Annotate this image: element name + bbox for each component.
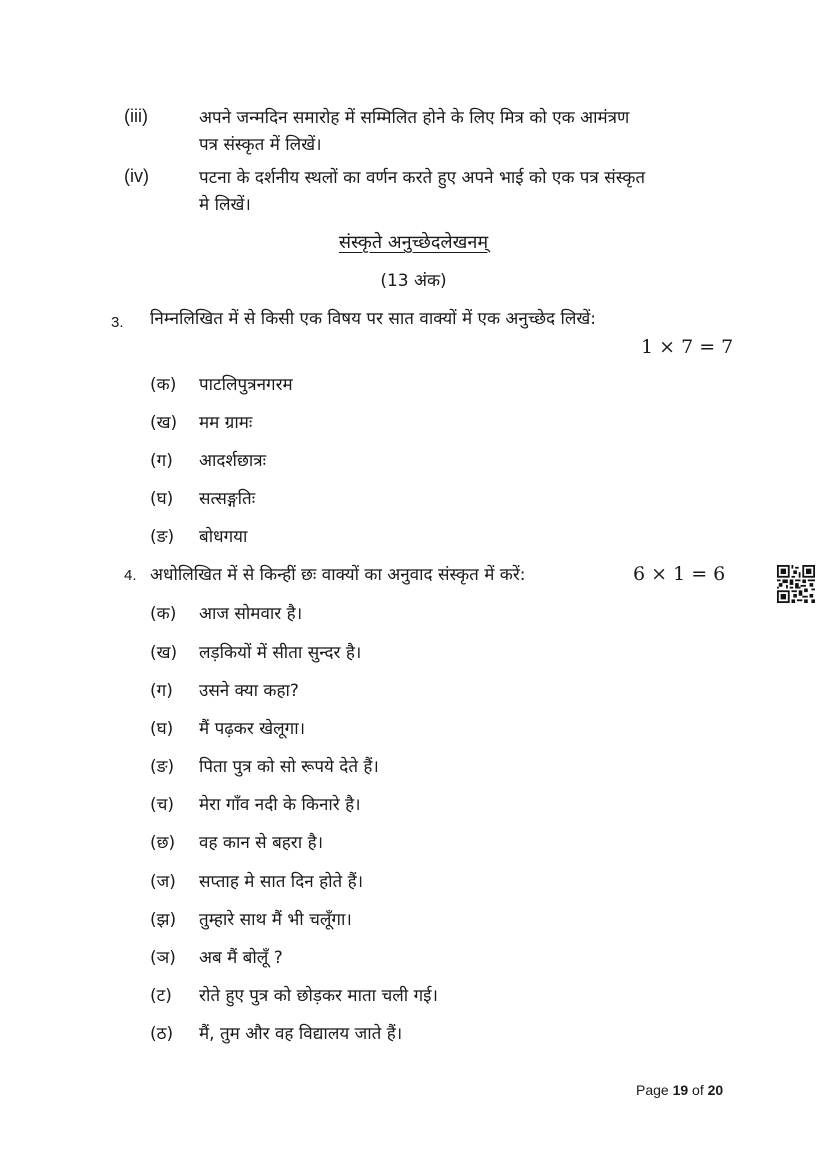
q3-option-label: (ख) [150,413,178,433]
q4-marks: 6 × 1 = 6 [633,563,726,585]
q4-option-label: (ङ) [150,757,175,777]
q4-option-label: (ज) [150,872,176,892]
q4-option-text: लड़कियों में सीता सुन्दर है। [199,643,362,663]
q4-option-label: (ठ) [150,1024,174,1044]
qr-code-icon [777,565,815,603]
q3-option-label: (घ) [150,489,174,509]
q3-option-label: (ङ) [150,527,175,547]
q3-marks: 1 × 7 = 7 [641,336,734,358]
q3-option-text: पाटलिपुत्रनगरम [199,375,293,395]
q4-option-label: (ञ) [150,948,176,968]
q4-option-text: उसने क्या कहा? [199,681,299,701]
q3-text: निम्नलिखित में से किसी एक विषय पर सात वाक्यों में एक अनुच्छेद लिखें: [150,309,597,329]
q4-option-label: (छ) [150,833,176,853]
letter-iii-number: (iii) [124,106,148,126]
q4-option-text: सप्ताह मे सात दिन होते हैं। [199,872,364,892]
q3-option-text: बोधगया [199,527,248,547]
letter-iv-line-1: पटना के दर्शनीय स्थलों का वर्णन करते हुए अपने भाई को एक पत्र संस्कृत [199,168,646,188]
letter-iv-line-2: मे लिखें। [199,195,251,215]
q4-option-text: आज सोमवार है। [199,604,303,624]
q4-option-label: (ट) [150,986,172,1006]
q4-option-text: पिता पुत्र को सो रूपये देते हैं। [199,757,379,777]
letter-iii-line-2: पत्र संस्कृत में लिखें। [199,135,322,155]
page-current: 19 [672,1082,689,1098]
q4-option-text: अब मैं बोलूँ ? [199,948,283,968]
section-title: संस्कृते अनुच्छेदलेखनम् [338,232,489,253]
q4-option-label: (ख) [150,643,178,663]
q4-option-label: (ग) [150,681,173,701]
q4-number: 4. [124,567,137,584]
section-marks: (13 अंक) [380,271,447,291]
letter-iii-line-1: अपने जन्मदिन समारोह में सम्मिलित होने के लिए मित्र को एक आमंत्रण [199,108,630,128]
page-of: of [688,1082,708,1098]
q4-option-text: रोते हुए पुत्र को छोड़कर माता चली गई। [199,986,438,1006]
q4-option-text: तुम्हारे साथ मैं भी चलूँगा। [199,910,352,930]
q4-option-text: मैं, तुम और वह विद्यालय जाते हैं। [199,1024,403,1044]
q3-option-text: आदर्शछात्रः [199,451,267,471]
letter-iv-number: (iv) [124,166,149,186]
q4-option-label: (झ) [150,910,177,930]
q4-text: अधोलिखित में से किन्हीं छः वाक्यों का अनुवाद संस्कृत में करें: [150,565,526,585]
page-number [636,1082,723,1098]
page-prefix: Page [636,1082,673,1098]
q3-option-label: (ग) [150,451,173,471]
q4-option-label: (क) [150,604,177,624]
q4-option-text: मेरा गाँव नदी के किनारे है। [199,795,361,815]
q3-option-label: (क) [150,375,177,395]
q3-option-text: मम ग्रामः [199,413,253,433]
q4-option-label: (च) [150,795,175,815]
q3-option-text: सत्सङ्गतिः [199,489,256,509]
q4-option-text: मैं पढ़कर खेलूगा। [199,719,306,739]
q4-option-label: (घ) [150,719,174,739]
q3-number: 3. [111,314,124,331]
q4-option-text: वह कान से बहरा है। [199,833,324,853]
page-total: 20 [707,1082,724,1098]
